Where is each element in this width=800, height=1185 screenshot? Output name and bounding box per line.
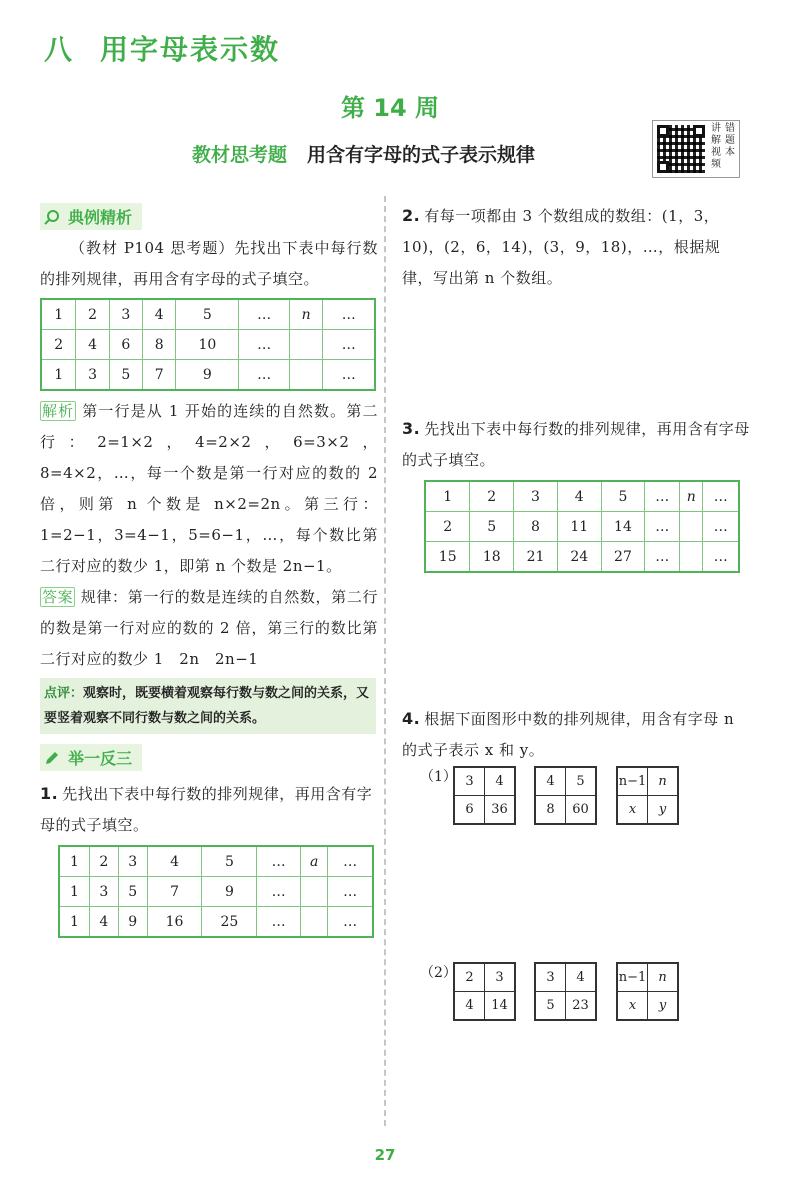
table-cell: 15 [425,542,470,573]
review-text: 观察时，既要横着观察每行数与数之间的关系，又要竖着观察不同行数与数之间的关系。 [44,686,370,726]
table-row [535,992,596,1021]
chapter-heading [44,28,280,68]
table-cell: … [323,330,375,360]
magnifier-icon [44,209,60,225]
table-row [59,846,373,877]
table-cell: 6 [109,330,142,360]
table-cell: 23 [566,992,597,1021]
table-cell: 8 [143,330,176,360]
table-cell: 5 [566,767,597,796]
qr-caption: 讲 错 解 题 视 本 频 [711,123,735,170]
qr-corner-icon [657,161,669,173]
table-cell: n [289,299,323,330]
table-cell: 8 [535,796,566,825]
table-cell: … [323,299,375,330]
table-cell: 9 [118,907,147,938]
example-table [40,298,376,391]
table-cell: 60 [566,796,597,825]
table-cell: 16 [147,907,202,938]
table-cell: 4 [143,299,176,330]
table-row [617,992,678,1021]
answer-tag: 答案 [42,588,74,606]
table-cell: 3 [454,767,485,796]
table-cell: 2 [76,299,109,330]
review-label: 点评： [44,686,84,701]
table-row [535,767,596,796]
table-cell: 5 [535,992,566,1021]
analysis-text: 第一行是从 1 开始的连续的自然数。第二行：2=1×2，4=2×2，6=3×2，8=4×2，…，每一个数是第一行对应的数的 2 倍，则第 n 个数是 n×2=2n。第三行：1=2−1，3=4−1，5=6−1，…，每个数比第二行对应的数少 1，即第 n 个数是 2n−1。 [40,402,378,575]
question-3-table [424,480,740,573]
table-cell: 1 [41,299,76,330]
table-cell: … [328,907,373,938]
table-cell: y [648,796,679,825]
table-cell: 14 [485,992,516,1021]
pencil-icon [44,750,60,766]
question-4-part-2-label: （2） [420,965,457,981]
qr-code[interactable] [652,120,740,178]
table-row [535,963,596,992]
table-cell: 7 [147,877,202,907]
table-cell: 7 [143,360,176,391]
table-cell: 1 [425,481,470,512]
example-review [40,678,376,734]
number-grid [453,766,516,825]
practice-heading: 举一反三 [40,744,142,771]
question-text: 先找出下表中每行数的排列规律，再用含有字母的式子填空。 [40,785,373,834]
table-cell: … [257,907,301,938]
table-cell: 6 [454,796,485,825]
table-cell: … [328,877,373,907]
answer-text: 规律：第一行的数是连续的自然数，第二行的数是第一行对应的数的 2 倍，第三行的数比第二行对应的数少 1 2n 2n−1 [40,588,378,668]
table-cell [680,512,703,542]
table-row [425,542,739,573]
example-analysis [40,396,378,582]
example-answer [40,582,378,675]
table-cell [301,907,328,938]
table-cell: 1 [59,846,89,877]
table-cell: … [645,481,680,512]
question-number: 1. [40,784,59,803]
table-row [41,299,375,330]
question-number: 3. [402,419,421,438]
table-cell: 1 [59,907,89,938]
table-cell: … [645,542,680,573]
table-cell: 11 [557,512,601,542]
table-cell: y [648,992,679,1021]
table-row [454,963,515,992]
table-cell: 2 [41,330,76,360]
number-grid [534,962,597,1021]
table-cell: a [301,846,328,877]
table-cell: n [648,963,679,992]
table-cell: 3 [535,963,566,992]
table-cell: … [328,846,373,877]
table-cell: 9 [176,360,239,391]
example-heading: 典例精析 [40,203,142,230]
table-cell: … [323,360,375,391]
number-grid [534,766,597,825]
table-cell: 4 [566,963,597,992]
table-row [41,360,375,391]
table-cell [289,360,323,391]
table-cell: n−1 [617,963,648,992]
table-cell: 21 [514,542,558,573]
subtitle-label: 教材思考题 [192,144,288,166]
table-row [617,796,678,825]
table-row [535,796,596,825]
table-cell: n−1 [617,767,648,796]
question-number: 2. [402,206,421,225]
table-cell: n [648,767,679,796]
table-cell: 1 [41,360,76,391]
page-number: 27 [374,1146,396,1164]
table-row [59,877,373,907]
table-cell: … [239,299,289,330]
table-cell: 5 [118,877,147,907]
question-2 [402,200,750,294]
table-cell: 10 [176,330,239,360]
table-cell: 14 [601,512,645,542]
chapter-title: 用字母表示数 [100,33,281,66]
table-cell: 4 [89,907,118,938]
table-cell: 4 [535,767,566,796]
table-row [454,992,515,1021]
table-cell: 27 [601,542,645,573]
table-row [425,512,739,542]
question-3 [402,413,750,476]
table-cell [680,542,703,573]
number-grid [453,962,516,1021]
table-cell: 3 [109,299,142,330]
table-cell: 3 [76,360,109,391]
table-cell: 5 [176,299,239,330]
table-cell: … [703,542,739,573]
table-cell: 2 [425,512,470,542]
table-cell: 24 [557,542,601,573]
column-divider [384,196,386,1126]
table-cell: … [703,512,739,542]
qr-corner-icon [657,125,669,137]
question-1 [40,778,380,841]
table-cell: 4 [557,481,601,512]
table-cell: … [257,877,301,907]
table-cell: 2 [454,963,485,992]
table-cell: 4 [76,330,109,360]
table-cell: … [645,512,680,542]
table-cell: 3 [485,963,516,992]
week-title: 第 14 周 [340,94,440,122]
table-cell: 4 [454,992,485,1021]
number-grid [616,766,679,825]
question-text: 有每一项都由 3 个数组成的数组：(1，3，10)，(2，6，14)，(3，9，18)，…，根据规律，写出第 n 个数组。 [402,207,721,287]
table-cell: 8 [514,512,558,542]
question-4-part-1-label: （1） [420,769,457,785]
table-cell: 5 [601,481,645,512]
table-row [617,767,678,796]
table-cell: x [617,796,648,825]
table-cell: 36 [485,796,516,825]
table-row [454,767,515,796]
table-cell: … [239,330,289,360]
qr-corner-icon [693,125,705,137]
number-grid [616,962,679,1021]
table-cell: 9 [202,877,257,907]
table-cell [289,330,323,360]
table-cell: 5 [109,360,142,391]
question-4 [402,703,750,766]
table-cell: 3 [514,481,558,512]
table-cell: … [239,360,289,391]
table-cell: … [257,846,301,877]
analysis-tag: 解析 [42,402,75,420]
table-cell: 18 [470,542,514,573]
table-cell: … [703,481,739,512]
table-row [41,330,375,360]
table-cell: 1 [59,877,89,907]
table-cell: 2 [89,846,118,877]
question-number: 4. [402,709,421,728]
lesson-subtitle [192,140,535,167]
question-1-table [58,845,374,938]
table-cell: 4 [485,767,516,796]
question-text: 根据下面图形中数的排列规律，用含有字母 n 的式子表示 x 和 y。 [402,710,735,759]
table-cell: 4 [147,846,202,877]
table-cell [301,877,328,907]
table-cell: 3 [89,877,118,907]
table-cell: 5 [470,512,514,542]
subtitle-text: 用含有字母的式子表示规律 [307,144,536,166]
table-row [454,796,515,825]
question-text: 先找出下表中每行数的排列规律，再用含有字母的式子填空。 [402,420,750,469]
table-row [617,963,678,992]
table-row [425,481,739,512]
table-cell: 25 [202,907,257,938]
table-row [59,907,373,938]
table-cell: x [617,992,648,1021]
chapter-number: 八 [44,33,75,66]
table-cell: 5 [202,846,257,877]
table-cell: 2 [470,481,514,512]
table-cell: 3 [118,846,147,877]
table-cell: n [680,481,703,512]
example-prompt: （教材 P104 思考题）先找出下表中每行数的排列规律，再用含有字母的式子填空。 [40,239,378,288]
